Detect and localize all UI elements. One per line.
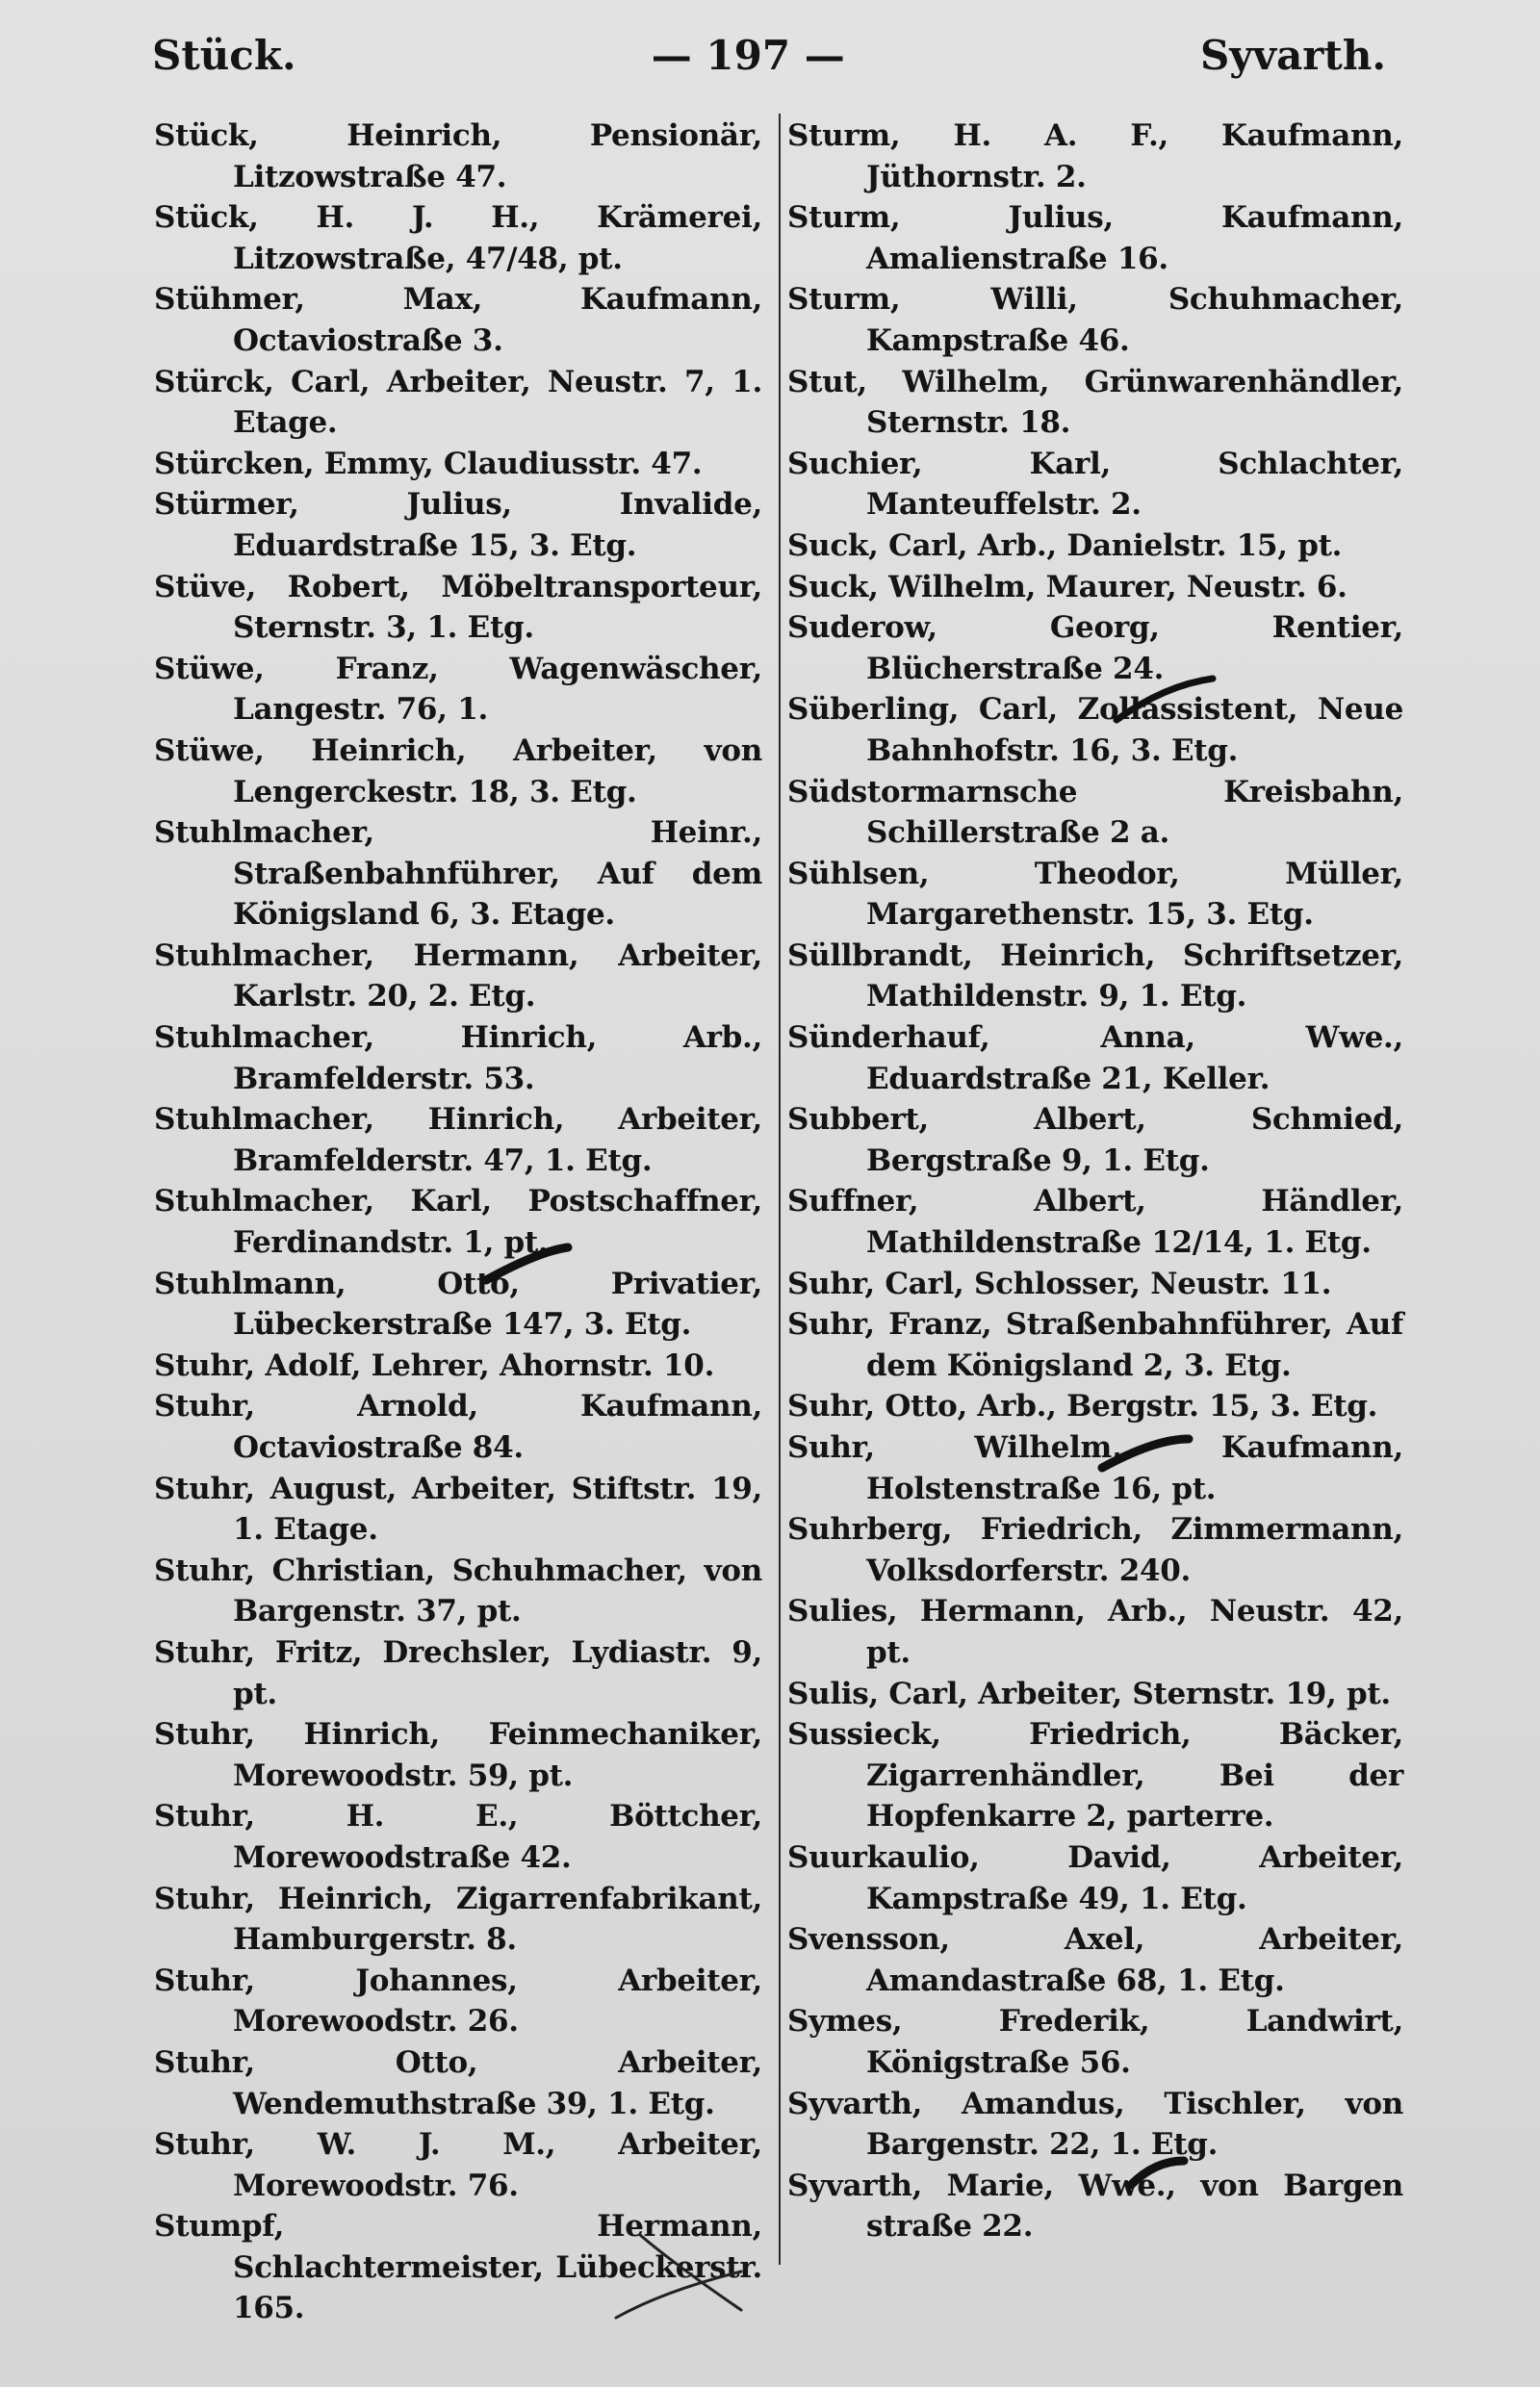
directory-entry: Suhrberg, Friedrich, Zimmermann, Volksdorferstr. 240. [787, 1512, 1403, 1588]
directory-entry: Süllbrandt, Heinrich, Schriftsetzer, Mathildenstr. 9, 1. Etg. [787, 937, 1403, 1014]
directory-entry: Stück, H. J. H., Krämerei, Litzowstraße, 47/48, pt. [154, 200, 762, 276]
directory-entry: Sturm, H. A. F., Kaufmann, Jüthornstr. 2. [787, 118, 1403, 194]
directory-entry: Suchier, Karl, Schlachter, Manteuffelstr. 2. [787, 446, 1403, 523]
column-divider [779, 114, 781, 2265]
directory-entry: Stuhr, Heinrich, Zigarrenfabrikant, Hamburgerstr. 8. [154, 1881, 762, 1958]
directory-entry: Stuhr, Adolf, Lehrer, Ahornstr. 10. [154, 1348, 715, 1383]
directory-entry: Stuhlmacher, Hinrich, Arbeiter, Bramfelderstr. 47, 1. Etg. [154, 1102, 762, 1178]
directory-entry: Sturm, Julius, Kaufmann, Amalienstraße 16. [787, 200, 1403, 276]
directory-entry: Stuhlmacher, Heinr., Straßenbahnführer, Auf dem Königsland 6, 3. Etage. [154, 815, 762, 933]
directory-entry: Stuhlmacher, Hermann, Arbeiter, Karlstr. 20, 2. Etg. [154, 937, 762, 1014]
directory-entry: Symes, Frederik, Landwirt, Königstraße 56. [787, 2004, 1403, 2080]
directory-entry: Stuhr, August, Arbeiter, Stiftstr. 19, 1. Etage. [154, 1471, 762, 1548]
left-column [154, 116, 762, 2329]
directory-entry: Sulis, Carl, Arbeiter, Sternstr. 19, pt. [787, 1676, 1391, 1711]
directory-entry: Suurkaulio, David, Arbeiter, Kampstraße 49, 1. Etg. [787, 1839, 1403, 1916]
header-left-keyword: Stück. [152, 31, 296, 79]
directory-entry: Suffner, Albert, Händler, Mathildenstraße 12/14, 1. Etg. [787, 1184, 1403, 1261]
directory-entry: Stuhr, Hinrich, Feinmechaniker, Morewoodstr. 59, pt. [154, 1717, 762, 1793]
directory-entry: Suck, Wilhelm, Maurer, Neustr. 6. [787, 569, 1348, 604]
directory-entry: Stuhr, Fritz, Drechsler, Lydiastr. 9, pt. [154, 1634, 762, 1711]
directory-entry: Stuhlmacher, Hinrich, Arb., Bramfelderstr. 53. [154, 1020, 762, 1096]
directory-entry: Stüve, Robert, Möbeltransporteur, Sternstr. 3, 1. Etg. [154, 569, 762, 646]
directory-entry: Stühmer, Max, Kaufmann, Octaviostraße 3. [154, 282, 762, 358]
directory-entry: Südstormarnsche Kreisbahn, Schillerstraße 2 a. [787, 774, 1403, 851]
directory-entry: Stüwe, Franz, Wagenwäscher, Langestr. 76, 1. [154, 651, 762, 728]
directory-entry: Stut, Wilhelm, Grünwarenhändler, Sternstr. 18. [787, 364, 1403, 441]
directory-entry: Stürcken, Emmy, Claudiusstr. 47. [154, 446, 703, 481]
directory-entry: Sussieck, Friedrich, Bäcker, Zigarrenhändler, Bei der Hopfenkarre 2, parterre. [787, 1717, 1403, 1835]
header-right-keyword: Syvarth. [1199, 31, 1386, 79]
right-column [787, 116, 1403, 2247]
directory-entry: Sulies, Hermann, Arb., Neustr. 42, pt. [787, 1594, 1403, 1670]
directory-entry: Stuhr, Otto, Arbeiter, Wendemuthstraße 39, 1. Etg. [154, 2044, 762, 2121]
directory-entry: Suhr, Wilhelm, Kaufmann, Holstenstraße 16, pt. [787, 1430, 1403, 1506]
directory-entry: Stuhr, Johannes, Arbeiter, Morewoodstr. 26. [154, 1963, 762, 2040]
directory-entry: Sühlsen, Theodor, Müller, Margarethenstr. 15, 3. Etg. [787, 856, 1403, 933]
page-number: — 197 — [651, 31, 845, 79]
directory-entry: Sünderhauf, Anna, Wwe., Eduardstraße 21, Keller. [787, 1020, 1403, 1096]
directory-entry: Suderow, Georg, Rentier, Blücherstraße 24. [787, 610, 1403, 686]
directory-entry: Syvarth, Amandus, Tischler, von Bargenstr. 22, 1. Etg. [787, 2086, 1403, 2163]
directory-entry: Stüwe, Heinrich, Arbeiter, von Lengerckestr. 18, 3. Etg. [154, 732, 762, 809]
directory-entry: Stuhlmann, Otto, Privatier, Lübeckerstraße 147, 3. Etg. [154, 1266, 762, 1343]
directory-entry: Stuhlmacher, Karl, Postschaffner, Ferdinandstr. 1, pt. [154, 1184, 762, 1261]
directory-entry: Stück, Heinrich, Pensionär, Litzowstraße 47. [154, 118, 762, 194]
directory-entry: Svensson, Axel, Arbeiter, Amandastraße 68, 1. Etg. [787, 1922, 1403, 1998]
directory-entry: Suhr, Carl, Schlosser, Neustr. 11. [787, 1266, 1332, 1301]
directory-entry: Sturm, Willi, Schuhmacher, Kampstraße 46. [787, 282, 1403, 358]
directory-entry: Süberling, Carl, Zollassistent, Neue Bahnhofstr. 16, 3. Etg. [787, 692, 1403, 768]
directory-entry: Stürck, Carl, Arbeiter, Neustr. 7, 1. Etage. [154, 364, 762, 441]
directory-entry: Subbert, Albert, Schmied, Bergstraße 9, 1. Etg. [787, 1102, 1403, 1178]
directory-entry: Suhr, Otto, Arb., Bergstr. 15, 3. Etg. [787, 1389, 1378, 1424]
directory-entry: Stumpf, Hermann, Schlachtermeister, Lübeckerstr. 165. [154, 2209, 762, 2326]
directory-entry: Stuhr, Christian, Schuhmacher, von Bargenstr. 37, pt. [154, 1553, 762, 1630]
directory-entry: Suck, Carl, Arb., Danielstr. 15, pt. [787, 527, 1343, 563]
directory-entry: Stuhr, Arnold, Kaufmann, Octaviostraße 84. [154, 1389, 762, 1465]
directory-entry: Suhr, Franz, Straßenbahnführer, Auf dem Königsland 2, 3. Etg. [787, 1307, 1403, 1383]
directory-entry: Stuhr, W. J. M., Arbeiter, Morewoodstr. 76. [154, 2127, 762, 2203]
directory-entry: Syvarth, Marie, Wwe., von Bargen straße 22. [787, 2168, 1403, 2245]
directory-entry: Stuhr, H. E., Böttcher, Morewoodstraße 42. [154, 1799, 762, 1875]
directory-entry: Stürmer, Julius, Invalide, Eduardstraße 15, 3. Etg. [154, 487, 762, 563]
page-header [152, 21, 1386, 89]
